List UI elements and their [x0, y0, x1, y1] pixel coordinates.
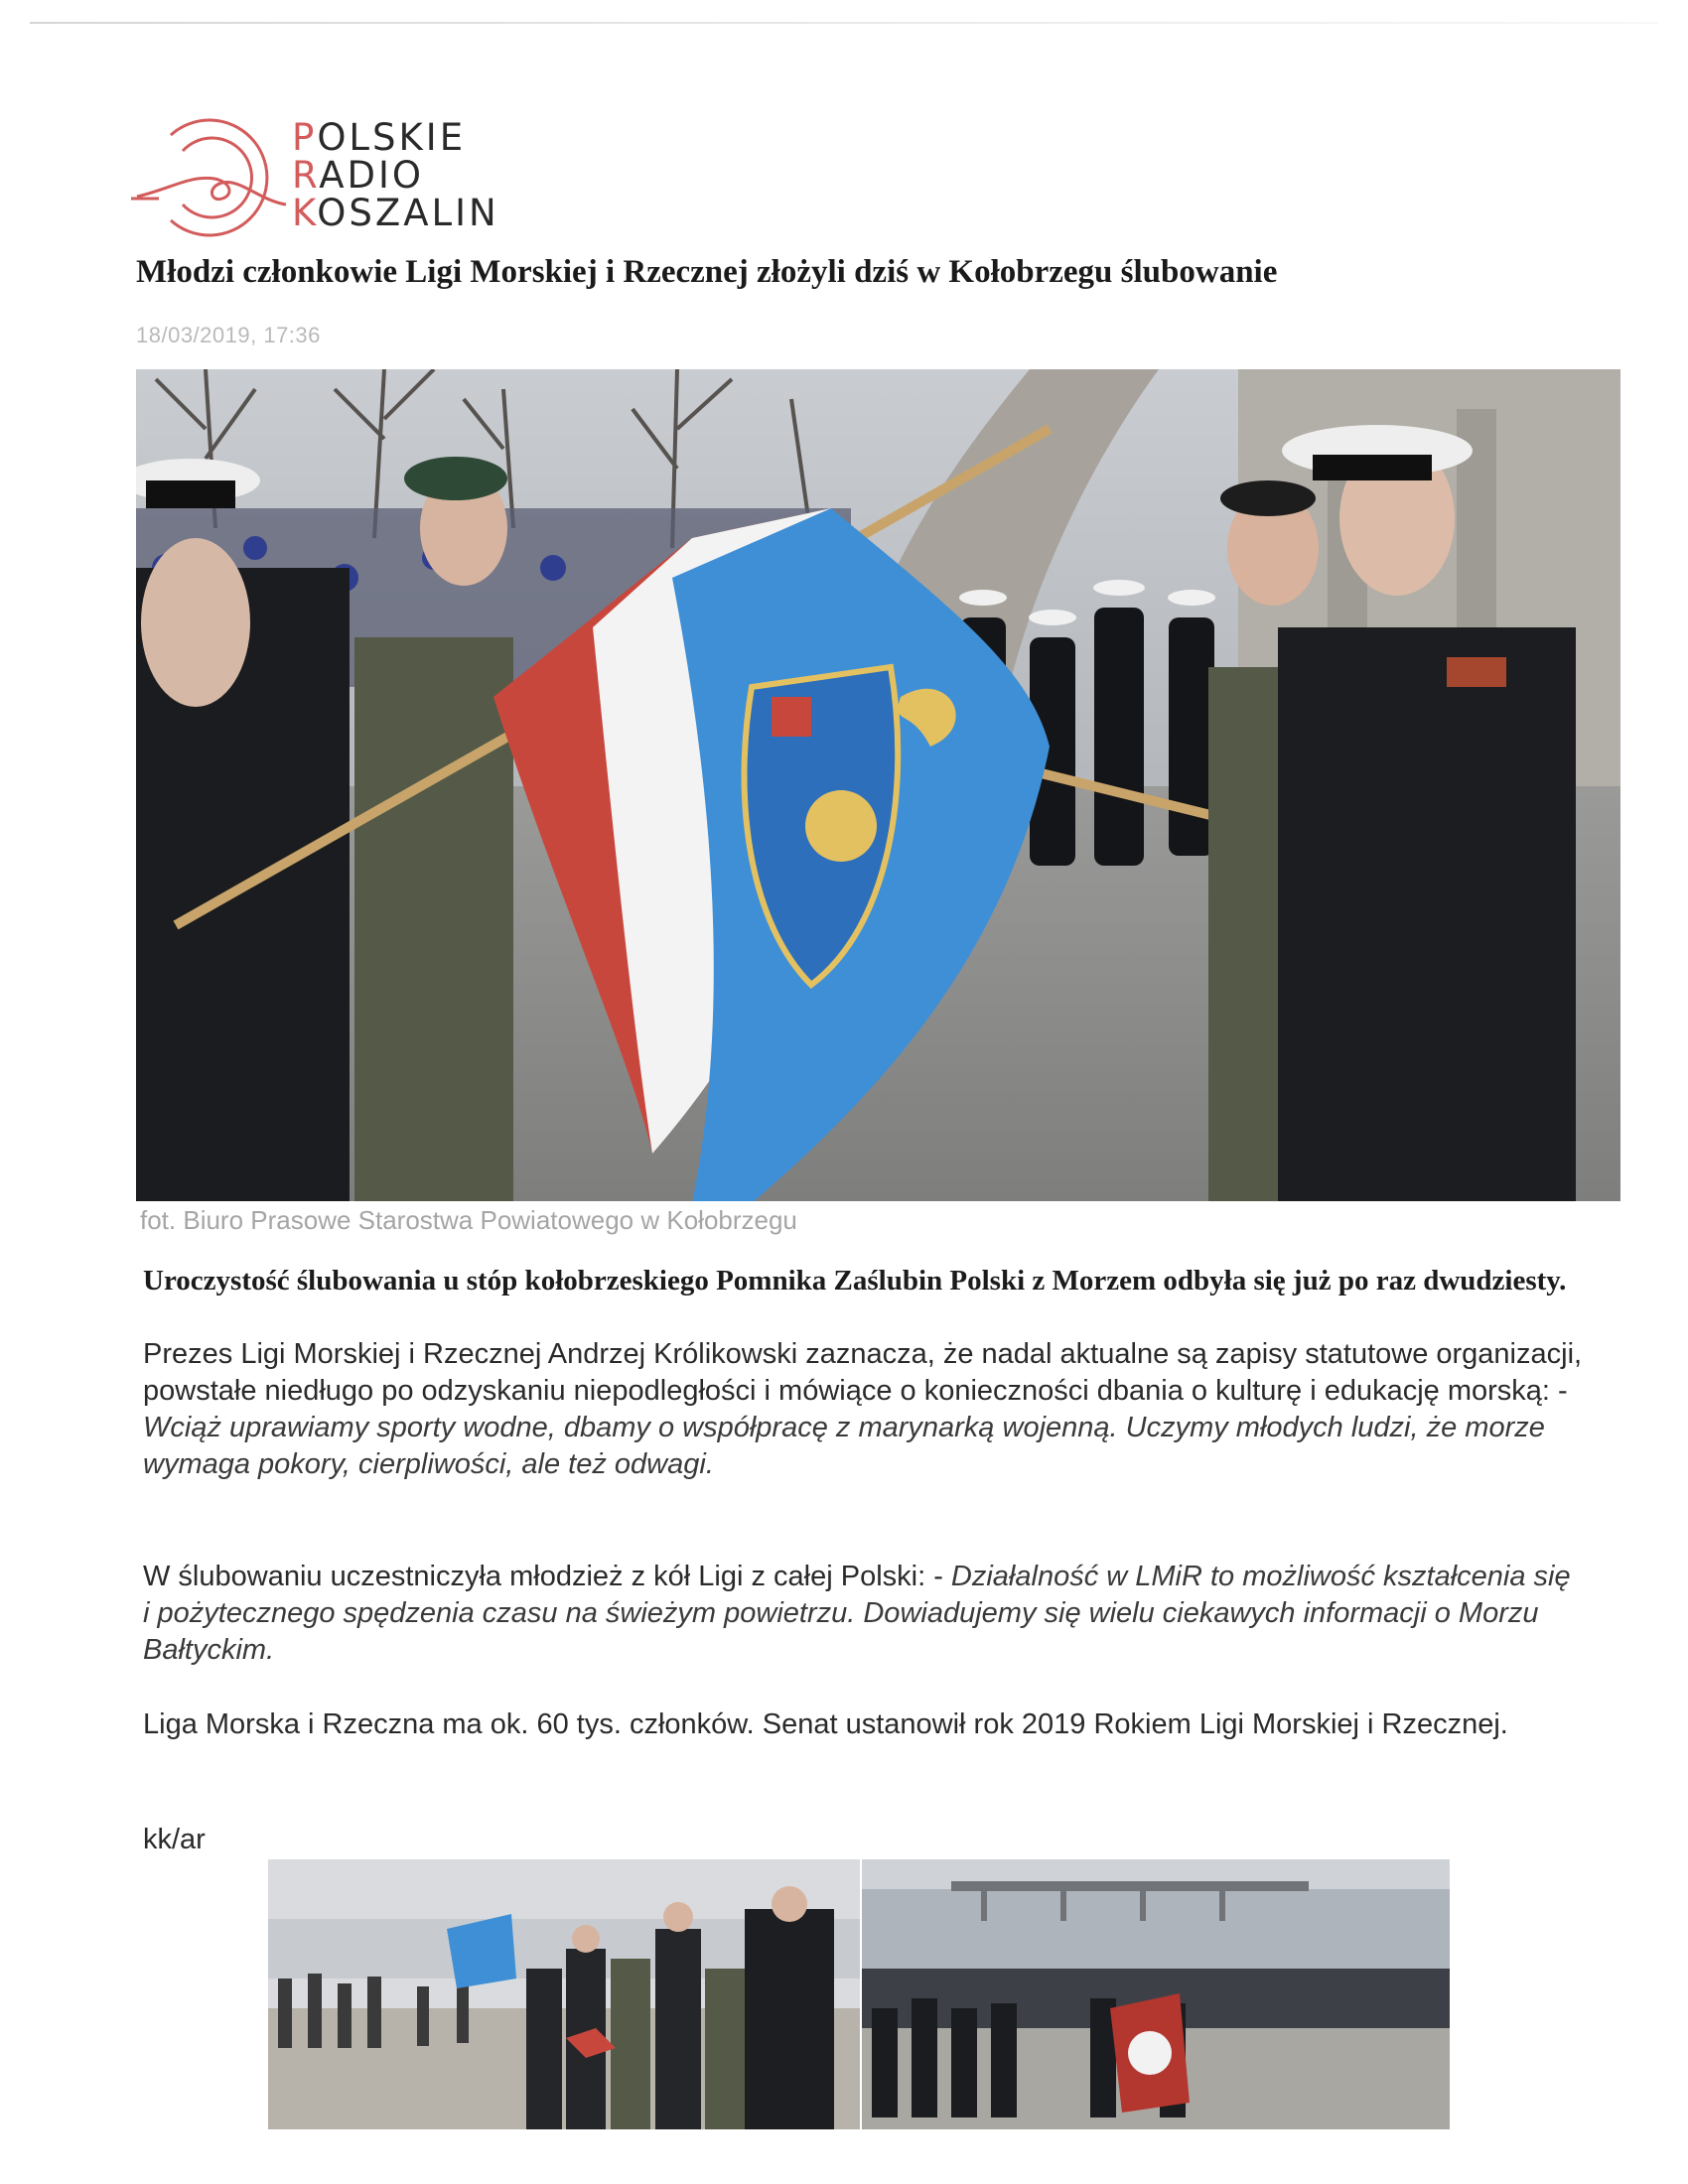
- logo-word-polskie: OLSKIE: [317, 116, 467, 159]
- photo-caption: fot. Biuro Prasowe Starostwa Powiatowego w Kołobrzegu: [140, 1205, 797, 1235]
- polskie-radio-koszalin-logo[interactable]: [131, 117, 548, 238]
- logo-word-koszalin: OSZALIN: [317, 192, 499, 234]
- gallery-photo-pier-ceremony[interactable]: [862, 1859, 1450, 2129]
- logo-letter-k: K: [292, 192, 318, 234]
- logo-wordmark: [292, 116, 499, 234]
- gallery-photo-beach-cadets[interactable]: [268, 1859, 860, 2129]
- article-paragraph-1: [143, 1336, 1583, 1483]
- paragraph-2-text: W ślubowaniu uczestniczyła młodzież z kół Ligi z całej Polski: -: [143, 1561, 951, 1592]
- logo-letter-r: R: [292, 154, 320, 197]
- main-ceremony-photo[interactable]: [136, 369, 1620, 1201]
- logo-word-radio: ADIO: [319, 154, 425, 197]
- scan-edge-line: [30, 22, 1658, 24]
- beach-cadets-photo-illustration: [268, 1859, 860, 2129]
- pier-ceremony-photo-illustration: [862, 1859, 1450, 2129]
- article-date: 18/03/2019, 17:36: [136, 323, 321, 347]
- radio-wave-logo-icon: [131, 117, 290, 238]
- article-paragraph-3: Liga Morska i Rzeczna ma ok. 60 tys. członków. Senat ustanowił rok 2019 Rokiem Ligi Morskiej i Rzecznej.: [143, 1708, 1508, 1740]
- paragraph-1-text: Prezes Ligi Morskiej i Rzecznej Andrzej Królikowski zaznacza, że nadal aktualne są zapisy statutowe organizacji, powstałe niedługo po odzyskaniu niepodległości i mówiące o konieczności dbania o kulturę i edukację morską: -: [143, 1338, 1583, 1407]
- paragraph-1-quote: Wciąż uprawiamy sporty wodne, dbamy o współpracę z marynarką wojenną. Uczymy młodych ludzi, że morze wymaga pokory, cierpliwości, ale też odwagi.: [143, 1412, 1545, 1480]
- paragraph-2-quote: Działalność w LMiR to możliwość kształcenia się i pożytecznego spędzenia czasu na świeżym powietrzu. Dowiadujemy się wielu ciekawych informacji o Morzu Bałtyckim.: [143, 1561, 1571, 1666]
- author-signature: kk/ar: [143, 1824, 206, 1855]
- article-lead: Uroczystość ślubowania u stóp kołobrzeskiego Pomnika Zaślubin Polski z Morzem odbyła się już po raz dwudziesty.: [143, 1265, 1567, 1297]
- article-title: Młodzi członkowie Ligi Morskiej i Rzecznej złożyli dziś w Kołobrzegu ślubowanie: [136, 254, 1278, 290]
- article-paragraph-2: [143, 1559, 1583, 1669]
- ceremony-photo-illustration: [136, 369, 1620, 1201]
- logo-letter-p: P: [292, 116, 318, 159]
